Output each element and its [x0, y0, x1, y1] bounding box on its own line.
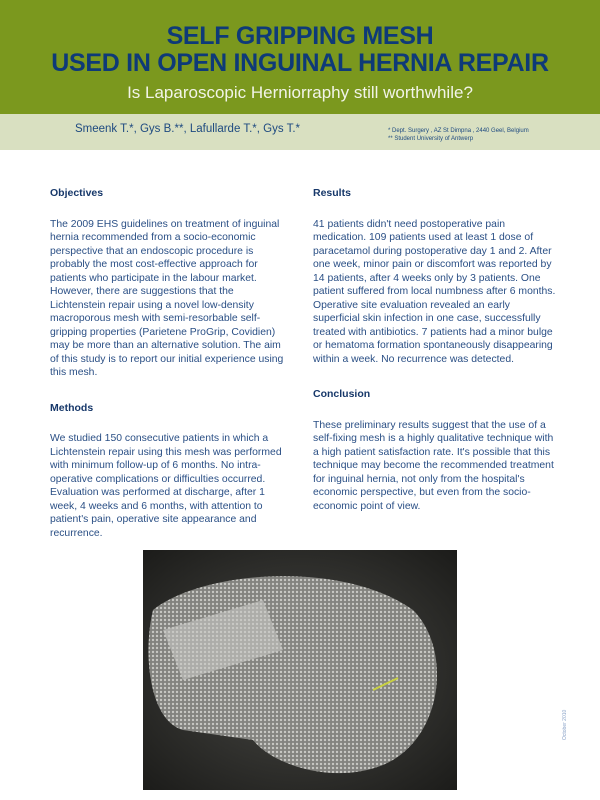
mesh-illustration — [143, 550, 457, 790]
mesh-photo — [143, 550, 457, 790]
left-column — [50, 187, 290, 562]
objectives-text: The 2009 EHS guidelines on treatment of inguinal hernia recommended from a socio-economic perspective that an endoscopic procedure is probably the most cost-effective approach for patients who participate in the labour market. However, there are suggestions that the Lichtenstein repair using a novel low-density macroporous mesh with semi-resorbable self-gripping properties (Parietene ProGrip, Covidien) may be more than an alternative solution. The aim of this study is to report our initial experience using this mesh. — [50, 218, 284, 378]
subtitle: Is Laparoscopic Herniorraphy still worthwhile? — [127, 83, 473, 102]
affiliations — [388, 127, 529, 143]
methods-text: We studied 150 consecutive patients in which a Lichtenstein repair using this mesh was performed with minimum follow-up of 6 months. No intra-operative complications or difficulties occurred. Evaluation was performed at discharge, after 1 week, 4 weeks and 6 months, with attention to patient's pain, operative site appearance and recurrence. — [50, 433, 282, 539]
authors: Smeenk T.*, Gys B.**, Lafullarde T.*, Gys T.* — [75, 123, 300, 135]
conclusion-section — [313, 388, 558, 513]
right-column — [313, 187, 558, 535]
results-text: 41 patients didn't need postoperative pain medication. 109 patients used at least 1 dose of paracetamol during postoperative day 1 and 2. After one week, minor pain or discomfort was reported by 14 patients, after 4 weeks only by 3 patients. One patient suffered from local numbness after 6 months. Operative site evaluation revealed an early superficial skin infection in one case, successfully treated with antibiotics. 7 patients had a minor bulge or hematoma formation spontaneously disappearing within a week. No recurrence was detected. — [313, 218, 556, 365]
affiliation-1: * Dept. Surgery , AZ St Dimpna , 2440 Geel, Belgium — [388, 128, 529, 134]
methods-heading: Methods — [50, 401, 94, 414]
title-line-1: SELF GRIPPING MESH — [166, 22, 434, 50]
date-label: October 2010 — [562, 709, 568, 740]
methods-section — [50, 402, 290, 541]
affiliation-2: ** Student University of Antwerp — [388, 136, 474, 142]
results-heading: Results — [313, 187, 351, 199]
objectives-heading: Objectives — [50, 187, 104, 199]
title-line-2: USED IN OPEN INGUINAL HERNIA REPAIR — [51, 49, 549, 77]
conclusion-heading: Conclusion — [313, 388, 371, 400]
conclusion-text: These preliminary results suggest that the use of a self-fixing mesh is a highly qualitative technique with a high patient satisfaction rate. It's possible that this technique may become the recommended treatment for inguinal hernia, not only from the hospital's economic perspective, but even from the socio-economic point of view. — [313, 419, 554, 512]
poster-header — [0, 0, 600, 114]
objectives-section — [50, 187, 290, 380]
results-section — [313, 187, 558, 366]
